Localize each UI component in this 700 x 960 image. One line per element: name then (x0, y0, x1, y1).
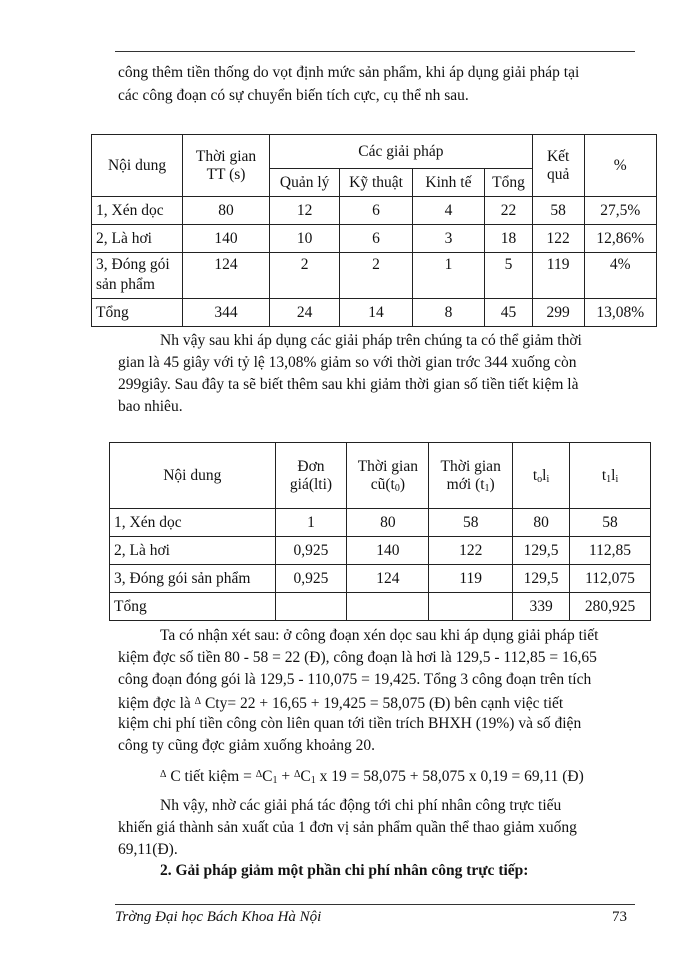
t1-header-kythuat: Kỹ thuật (340, 169, 412, 197)
t1-header-kinhte: Kinh tế (412, 169, 484, 197)
t1-header-tong: Tổng (485, 169, 533, 197)
t1-header-noidung: Nội dung (92, 135, 183, 197)
delta-icon: Δ (194, 696, 202, 707)
table-row: 2, Là hơi 140 10 6 3 18 122 12,86% (92, 225, 657, 253)
t1-header-percent: % (584, 135, 657, 197)
intro-line-2: các công đoạn có sự chuyển biến tích cực, cụ thể nh sau. (118, 87, 469, 104)
t1-header-solutions: Các giải pháp (269, 135, 532, 169)
para1-line-2: gian là 45 giây với tỷ lệ 13,08% giảm so với thời gian trớc 344 xuống còn (118, 354, 577, 371)
para1-line-1: Nh vậy sau khi áp dụng các giải pháp trên chúng ta có thể giảm thời (160, 332, 582, 349)
table-row: 2, Là hơi 0,925 140 122 129,5 112,85 (110, 537, 651, 565)
para1-line-3: 299giây. Sau đây ta sẽ biết thêm sau khi giảm thời gian số tiền tiết kiệm là (118, 376, 579, 393)
t2-header-t1li: $t_1l_i$ (570, 443, 651, 509)
table-row: Tổng 344 24 14 8 45 299 13,08% (92, 299, 657, 327)
table-row: 3, Đóng gói sản phẩm 124 2 2 1 5 119 4% (92, 253, 657, 299)
t2-header-dongia: Đơn giá(lti) (275, 443, 347, 509)
para2-line-3: công đoạn đóng gói là 129,5 - 110,075 = 19,425. Tổng 3 công đoạn trên tích (118, 671, 592, 688)
t2-header-noidung: Nội dung (110, 443, 276, 509)
intro-line-1: công thêm tiền thống do vọt định mức sản phẩm, khi áp dụng giải pháp tại (118, 64, 580, 81)
savings-table (109, 442, 651, 621)
para2-line-4: kiệm đợc là $^\Delta$ Cty= 22 + 16,65 + 19,425 = 58,075 (Đ) bên cạnh việc tiết (118, 695, 564, 712)
delta-icon: Δ (255, 769, 263, 780)
t1-header-quanly: Quản lý (269, 169, 339, 197)
table-row: Tổng 339 280,925 (110, 593, 651, 621)
table-row: 1, Xén dọc 1 80 58 80 58 (110, 509, 651, 537)
t2-header-time-old: Thời gian $cũ(t_0)$ (347, 443, 429, 509)
t2-header-time-new: Thời gian mới $(t_1)$ (429, 443, 513, 509)
section-heading: 2. Gải pháp giảm một phần chi phí nhân công trực tiếp: (160, 862, 529, 879)
para2-line-2: kiệm đợc số tiền 80 - 58 = 22 (Đ), công đoạn là hơi là 129,5 - 112,85 = 16,65 (118, 649, 597, 666)
table-row: 3, Đóng gói sản phẩm 0,925 124 119 129,5 112,075 (110, 565, 651, 593)
para2-line-6: công ty cũng đợc giảm xuống khoảng 20. (118, 737, 376, 754)
t2-header-toli: $t_ol_i$ (513, 443, 570, 509)
para2-line-5: kiệm chi phí tiền công còn liên quan tới tiền trích BHXH (19%) và số điện (118, 715, 582, 732)
t1-header-ketqua: Kết quả (532, 135, 584, 197)
footer-university: Trờng Đại học Bách Khoa Hà Nội (115, 909, 322, 925)
solutions-table (91, 134, 657, 327)
formula-line: $^\Delta$ C tiết kiệm = $^\Delta C_1 + ^\Delta C_1$ x 19 = 58,075 + 58,075 x 0,19 = 69,11 (Đ) (160, 768, 584, 786)
page-number: 73 (612, 909, 627, 925)
delta-icon: Δ (160, 769, 167, 780)
para3-line-3: 69,11(Đ). (118, 841, 178, 858)
delta-icon: Δ (293, 769, 301, 780)
footer-rule (115, 904, 635, 905)
header-rule (115, 51, 635, 52)
para1-line-4: bao nhiêu. (118, 398, 183, 415)
t1-header-time: Thời gian TT (s) (183, 135, 270, 197)
table-row: 1, Xén dọc 80 12 6 4 22 58 27,5% (92, 197, 657, 225)
para3-line-2: khiến giá thành sản xuất của 1 đơn vị sản phẩm quần thể thao giảm xuống (118, 819, 577, 836)
para3-line-1: Nh vậy, nhờ các giải phá tác động tới chi phí nhân công trực tiếu (160, 797, 562, 814)
para2-line-1: Ta có nhận xét sau: ở công đoạn xén dọc sau khi áp dụng giải pháp tiết (160, 627, 599, 644)
